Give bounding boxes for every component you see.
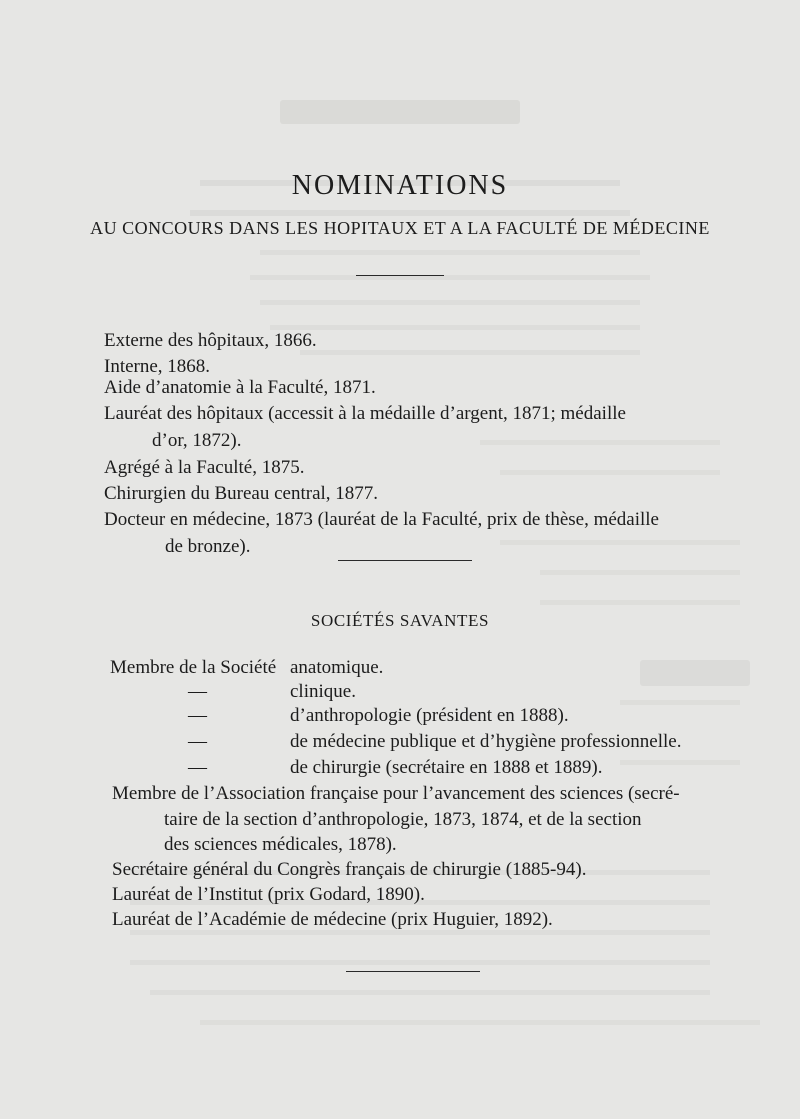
society-item: de médecine publique et d’hygiène professionnelle. (290, 731, 682, 752)
society-member-label: Membre de la Société (110, 657, 277, 678)
list-item-continuation: de bronze). (165, 536, 251, 557)
list-item-continuation: des sciences médicales, 1878). (164, 834, 397, 855)
list-item: Secrétaire général du Congrès français de chirurgie (1885-94). (112, 859, 587, 880)
page-subtitle: AU CONCOURS DANS LES HOPITAUX ET A LA FACULTÉ DE MÉDECINE (90, 218, 710, 238)
list-item: Chirurgien du Bureau central, 1877. (104, 483, 379, 504)
section-title-societes: SOCIÉTÉS SAVANTES (310, 611, 490, 630)
list-item: Externe des hôpitaux, 1866. (104, 330, 317, 351)
list-item: Aide d’anatomie à la Faculté, 1871. (104, 377, 376, 398)
divider-rule (346, 971, 480, 972)
list-item: Lauréat de l’Institut (prix Godard, 1890). (112, 884, 425, 905)
list-item-continuation: d’or, 1872). (152, 430, 242, 451)
list-item: Agrégé à la Faculté, 1875. (104, 457, 305, 478)
divider-rule (356, 275, 444, 276)
list-item: Membre de l’Association française pour l’avancement des sciences (secré- (112, 783, 680, 804)
ditto-mark: — (188, 731, 207, 752)
society-item: clinique. (290, 681, 356, 702)
list-item: Interne, 1868. (104, 356, 211, 377)
list-item: Lauréat de l’Académie de médecine (prix Huguier, 1892). (112, 909, 553, 930)
ditto-mark: — (188, 681, 207, 702)
ditto-mark: — (188, 757, 207, 778)
list-item: Lauréat des hôpitaux (accessit à la médaille d’argent, 1871; médaille (104, 403, 626, 424)
society-item: de chirurgie (secrétaire en 1888 et 1889). (290, 757, 603, 778)
list-item-continuation: taire de la section d’anthropologie, 1873, 1874, et de la section (164, 809, 642, 830)
society-item: anatomique. (290, 657, 384, 678)
ditto-mark: — (188, 705, 207, 726)
society-item: d’anthropologie (président en 1888). (290, 705, 569, 726)
page-title: NOMINATIONS (291, 170, 509, 201)
divider-rule (338, 560, 472, 561)
list-item: Docteur en médecine, 1873 (lauréat de la Faculté, prix de thèse, médaille (104, 509, 659, 530)
